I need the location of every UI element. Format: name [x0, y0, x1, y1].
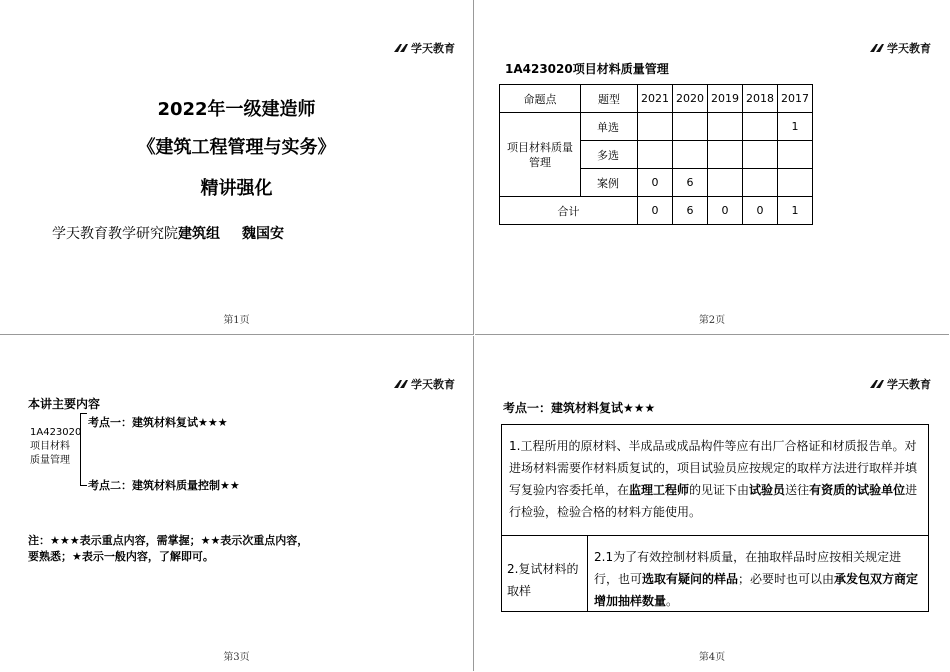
brand-logo — [870, 40, 931, 56]
table-header-cell: 题型 — [581, 85, 638, 113]
table-cell — [743, 141, 778, 169]
table-cell — [673, 141, 708, 169]
topic-code-line: 质量管理 — [30, 455, 70, 466]
para-text: ；必要时也可以由 — [738, 572, 835, 586]
section-heading: 1A423020项目材料质量管理 — [505, 62, 669, 76]
table-cell: 0 — [708, 197, 743, 225]
topic-code-line: 项目材料 — [30, 441, 70, 452]
table-cell — [673, 113, 708, 141]
star-legend-note — [28, 533, 348, 565]
section-heading: 考点一：建筑材料复试★★★ — [503, 401, 656, 415]
topic-code-line: 1A423020 — [30, 427, 82, 438]
table-cell — [708, 169, 743, 197]
course-title-line1: 2022年一级建造师 — [157, 99, 316, 120]
table-total-label: 合计 — [500, 197, 638, 225]
outline-point-1: 考点一：建筑材料复试★★★ — [88, 416, 228, 429]
para-emphasis: 选取有疑问的样品 — [642, 572, 739, 586]
para-text: 1.工程所用的原材料、半成品或成品构件等应有出厂合格证和材质报告单。对进场材料需要作材料质复试的，项目试验员应按规定的取样方法进行取样并填写复验内容委托单，在 — [509, 439, 918, 497]
course-title-line3: 精讲强化 — [200, 178, 273, 199]
outline-bracket — [80, 413, 87, 486]
para-emphasis: 承发包双方商定增加抽样数量 — [594, 572, 919, 608]
table-cell — [743, 113, 778, 141]
table-cell: 1 — [778, 113, 813, 141]
table-header-cell: 2021 — [638, 85, 673, 113]
slide-page-4 — [475, 336, 949, 671]
author-org: 学天教育教学研究院 — [52, 226, 178, 242]
brand-name: 学天教育 — [411, 42, 455, 55]
page-number: 第1页 — [223, 315, 250, 326]
page-number: 第2页 — [698, 315, 726, 326]
table-header-cell: 命题点 — [500, 85, 581, 113]
author-name: 魏国安 — [242, 226, 284, 242]
brand-logo-icon — [394, 379, 408, 389]
para-emphasis: 有资质的试验单位 — [809, 483, 906, 497]
table-cell: 6 — [673, 169, 708, 197]
table-cell: 单选 — [581, 113, 638, 141]
table-cell: 6 — [673, 197, 708, 225]
para-emphasis: 试验员 — [749, 483, 786, 497]
note-line: 注：★★★表示重点内容，需掌握；★★表示次重点内容， — [28, 534, 309, 547]
para-text: 进行检验，检验合格的材料方能使用。 — [509, 483, 918, 519]
table-cell — [778, 169, 813, 197]
table-cell: 0 — [638, 197, 673, 225]
note-line: 要熟悉；★表示一般内容，了解即可。 — [28, 550, 214, 563]
table-cell: 0 — [638, 169, 673, 197]
page-number: 第3页 — [223, 652, 250, 663]
section-heading: 本讲主要内容 — [28, 397, 101, 411]
brand-logo-icon — [870, 379, 884, 389]
brand-logo-icon — [870, 43, 884, 53]
table-cell — [638, 141, 673, 169]
author-group: 建筑组 — [178, 226, 220, 242]
slide-page-2 — [475, 0, 949, 335]
topic-code — [30, 426, 81, 468]
table-cell: 0 — [743, 197, 778, 225]
table-topic-cell: 项目材料质量管理 — [500, 113, 581, 197]
outline-point-2: 考点二：建筑材料质量控制★★ — [88, 479, 240, 492]
table-cell: 案例 — [581, 169, 638, 197]
brand-logo-icon — [394, 43, 408, 53]
para-text: 。 — [666, 594, 679, 608]
slide-page-1 — [0, 0, 474, 335]
slide-page-3 — [0, 336, 474, 671]
table-cell — [708, 141, 743, 169]
author-line — [52, 223, 284, 243]
course-title-line2: 《建筑工程管理与实务》 — [137, 137, 336, 158]
table-header-cell: 2017 — [778, 85, 813, 113]
table-header-row — [500, 85, 813, 113]
brand-name: 学天教育 — [411, 378, 455, 391]
row-label: 2.复试材料的取样 — [502, 536, 588, 611]
table-cell — [638, 113, 673, 141]
brand-logo — [394, 376, 455, 392]
para-text: 的见证下由 — [689, 483, 750, 497]
table-cell — [778, 141, 813, 169]
row-content — [588, 536, 928, 611]
table-header-cell: 2018 — [743, 85, 778, 113]
table-total-row — [500, 197, 813, 225]
para-emphasis: 监理工程师 — [629, 483, 690, 497]
table-row — [500, 113, 813, 141]
para-text: 送往 — [785, 483, 810, 497]
brand-logo — [870, 376, 931, 392]
brand-name: 学天教育 — [887, 42, 931, 55]
page-number: 第4页 — [698, 652, 726, 663]
brand-name: 学天教育 — [887, 378, 931, 391]
table-cell: 多选 — [581, 141, 638, 169]
brand-logo — [394, 40, 455, 56]
para-text: 2.1为了有效控制材料质量，在抽取样品时应按相关规定进行，也可 — [594, 550, 902, 586]
table-cell: 1 — [778, 197, 813, 225]
content-box-1 — [501, 424, 929, 536]
table-header-cell: 2019 — [708, 85, 743, 113]
table-cell — [743, 169, 778, 197]
exam-stats-table — [499, 84, 813, 225]
content-box-2 — [501, 536, 929, 612]
table-cell — [708, 113, 743, 141]
table-header-cell: 2020 — [673, 85, 708, 113]
